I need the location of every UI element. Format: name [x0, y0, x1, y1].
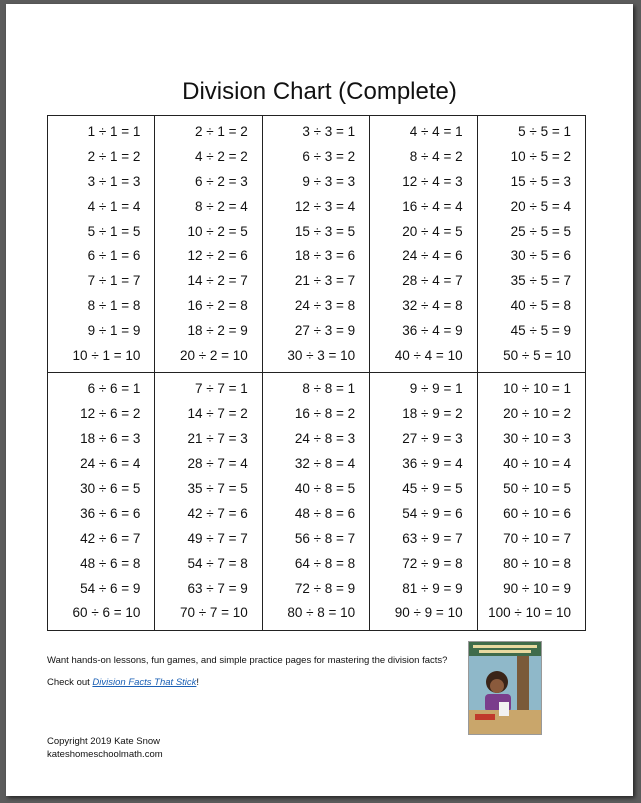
division-fact: 10 ÷ 1 = 10 — [72, 347, 141, 363]
division-fact: 40 ÷ 4 = 10 — [394, 347, 463, 363]
division-fact: 50 ÷ 10 = 5 — [503, 481, 571, 496]
division-fact: 54 ÷ 7 = 8 — [187, 555, 248, 571]
division-fact: 20 ÷ 10 = 2 — [503, 406, 571, 422]
division-fact: 18 ÷ 2 = 9 — [187, 322, 248, 338]
division-fact: 24 ÷ 8 = 3 — [294, 431, 356, 447]
division-fact: 30 ÷ 6 = 5 — [80, 481, 141, 496]
chart-cell — [370, 373, 477, 630]
division-fact: 32 ÷ 8 = 4 — [294, 456, 356, 472]
division-fact: 24 ÷ 3 = 8 — [294, 297, 356, 313]
division-fact: 25 ÷ 5 = 5 — [510, 223, 571, 239]
division-fact: 54 ÷ 9 = 6 — [402, 505, 463, 521]
document-page — [6, 4, 633, 796]
promo-text: Want hands-on lessons, fun games, and simple practice pages for mastering the division facts? — [47, 655, 448, 666]
division-fact: 70 ÷ 7 = 10 — [179, 605, 248, 621]
division-fact: 18 ÷ 9 = 2 — [402, 406, 463, 422]
division-fact: 10 ÷ 5 = 2 — [510, 149, 571, 165]
division-fact: 45 ÷ 5 = 9 — [510, 322, 571, 338]
division-fact: 5 ÷ 5 = 1 — [518, 124, 571, 140]
division-fact: 4 ÷ 1 = 4 — [87, 198, 141, 214]
division-fact: 48 ÷ 6 = 8 — [80, 555, 141, 571]
division-fact: 12 ÷ 4 = 3 — [402, 173, 463, 189]
division-fact: 3 ÷ 1 = 3 — [87, 173, 141, 189]
chart-cell — [263, 373, 370, 630]
division-fact: 28 ÷ 7 = 4 — [187, 456, 248, 472]
division-fact: 15 ÷ 3 = 5 — [294, 223, 356, 239]
division-fact: 27 ÷ 9 = 3 — [402, 431, 463, 447]
division-fact: 21 ÷ 3 = 7 — [294, 273, 356, 289]
division-fact: 80 ÷ 8 = 10 — [287, 605, 356, 621]
division-fact: 16 ÷ 8 = 2 — [294, 406, 356, 422]
division-fact: 9 ÷ 3 = 3 — [302, 173, 356, 189]
division-fact: 48 ÷ 8 = 6 — [294, 505, 356, 521]
division-fact: 60 ÷ 6 = 10 — [72, 605, 141, 621]
division-fact: 6 ÷ 6 = 1 — [87, 381, 141, 397]
promo-prefix: Check out — [47, 677, 93, 688]
division-fact: 54 ÷ 6 = 9 — [80, 580, 141, 596]
division-fact: 32 ÷ 4 = 8 — [402, 297, 463, 313]
division-fact: 5 ÷ 1 = 5 — [87, 223, 141, 239]
division-fact: 12 ÷ 2 = 6 — [187, 248, 248, 264]
chart-cell — [48, 373, 155, 630]
chart-cell — [155, 373, 262, 630]
chart-cell — [478, 373, 585, 630]
division-fact: 14 ÷ 2 = 7 — [187, 273, 248, 289]
division-chart-grid — [47, 115, 586, 631]
division-fact: 90 ÷ 10 = 9 — [503, 580, 571, 596]
division-fact: 20 ÷ 2 = 10 — [179, 347, 248, 363]
division-fact: 72 ÷ 9 = 8 — [402, 555, 463, 571]
copyright-text: Copyright 2019 Kate Snow — [47, 736, 161, 747]
division-fact: 36 ÷ 4 = 9 — [402, 322, 463, 338]
division-fact: 4 ÷ 4 = 1 — [409, 124, 463, 140]
book-link[interactable]: Division Facts That Stick — [92, 677, 197, 688]
division-fact: 16 ÷ 2 = 8 — [187, 297, 248, 313]
division-fact: 12 ÷ 3 = 4 — [294, 198, 356, 214]
division-fact: 12 ÷ 6 = 2 — [80, 406, 141, 422]
division-fact: 3 ÷ 3 = 1 — [302, 124, 356, 140]
division-fact: 8 ÷ 1 = 8 — [87, 297, 141, 313]
promo-suffix: ! — [196, 677, 200, 688]
book-cover-icon — [469, 642, 541, 734]
division-fact: 63 ÷ 7 = 9 — [187, 580, 248, 596]
division-fact: 16 ÷ 4 = 4 — [402, 198, 463, 214]
division-fact: 36 ÷ 6 = 6 — [80, 505, 141, 521]
division-fact: 6 ÷ 3 = 2 — [302, 149, 356, 165]
division-fact: 8 ÷ 2 = 4 — [194, 198, 248, 214]
promo-line — [47, 677, 199, 688]
division-fact: 40 ÷ 5 = 8 — [510, 297, 571, 313]
division-fact: 40 ÷ 10 = 4 — [503, 456, 571, 472]
division-fact: 28 ÷ 4 = 7 — [402, 273, 463, 289]
division-fact: 24 ÷ 4 = 6 — [402, 248, 463, 264]
division-fact: 2 ÷ 1 = 2 — [87, 149, 141, 165]
division-fact: 90 ÷ 9 = 10 — [394, 605, 463, 621]
copyright-block — [47, 735, 163, 761]
division-fact: 6 ÷ 2 = 3 — [194, 173, 248, 189]
chart-cell — [155, 116, 262, 373]
division-fact: 15 ÷ 5 = 3 — [510, 173, 571, 189]
chart-cell — [48, 116, 155, 373]
division-fact: 30 ÷ 3 = 10 — [287, 347, 356, 363]
division-fact: 20 ÷ 5 = 4 — [510, 198, 571, 214]
division-fact: 30 ÷ 10 = 3 — [503, 431, 571, 447]
division-fact: 100 ÷ 10 = 10 — [488, 605, 571, 621]
website-text: kateshomeschoolmath.com — [47, 749, 163, 760]
division-fact: 21 ÷ 7 = 3 — [187, 431, 248, 447]
division-fact: 63 ÷ 9 = 7 — [402, 530, 463, 546]
division-fact: 9 ÷ 1 = 9 — [87, 322, 141, 338]
division-fact: 40 ÷ 8 = 5 — [294, 481, 356, 496]
division-fact: 80 ÷ 10 = 8 — [503, 555, 571, 571]
division-fact: 27 ÷ 3 = 9 — [294, 322, 356, 338]
division-fact: 8 ÷ 8 = 1 — [302, 381, 356, 397]
page-title: Division Chart (Complete) — [182, 78, 457, 105]
division-fact: 30 ÷ 5 = 6 — [510, 248, 571, 264]
division-fact: 45 ÷ 9 = 5 — [402, 481, 463, 496]
division-fact: 6 ÷ 1 = 6 — [87, 248, 141, 264]
division-fact: 49 ÷ 7 = 7 — [187, 530, 248, 546]
chart-cell — [370, 116, 477, 373]
division-fact: 42 ÷ 6 = 7 — [80, 530, 141, 546]
division-fact: 35 ÷ 7 = 5 — [187, 481, 248, 496]
division-fact: 64 ÷ 8 = 8 — [294, 555, 356, 571]
division-fact: 18 ÷ 6 = 3 — [80, 431, 141, 447]
division-fact: 14 ÷ 7 = 2 — [187, 406, 248, 422]
division-fact: 50 ÷ 5 = 10 — [503, 347, 571, 363]
division-fact: 10 ÷ 2 = 5 — [187, 223, 248, 239]
division-fact: 36 ÷ 9 = 4 — [402, 456, 463, 472]
division-fact: 60 ÷ 10 = 6 — [503, 505, 571, 521]
chart-cell — [478, 116, 585, 373]
division-fact: 20 ÷ 4 = 5 — [402, 223, 463, 239]
division-fact: 9 ÷ 9 = 1 — [409, 381, 463, 397]
division-fact: 1 ÷ 1 = 1 — [87, 124, 141, 140]
division-fact: 10 ÷ 10 = 1 — [503, 381, 571, 397]
division-fact: 24 ÷ 6 = 4 — [80, 456, 141, 472]
division-fact: 18 ÷ 3 = 6 — [294, 248, 356, 264]
division-fact: 2 ÷ 1 = 2 — [194, 124, 248, 140]
division-fact: 8 ÷ 4 = 2 — [409, 149, 463, 165]
division-fact: 7 ÷ 1 = 7 — [87, 273, 141, 289]
division-fact: 81 ÷ 9 = 9 — [402, 580, 463, 596]
division-fact: 56 ÷ 8 = 7 — [294, 530, 356, 546]
division-fact: 4 ÷ 2 = 2 — [194, 149, 248, 165]
division-fact: 7 ÷ 7 = 1 — [194, 381, 248, 397]
division-fact: 42 ÷ 7 = 6 — [187, 505, 248, 521]
division-fact: 70 ÷ 10 = 7 — [503, 530, 571, 546]
division-fact: 35 ÷ 5 = 7 — [510, 273, 571, 289]
division-fact: 72 ÷ 8 = 9 — [294, 580, 356, 596]
book-cover-image[interactable] — [468, 641, 542, 735]
chart-cell — [263, 116, 370, 373]
